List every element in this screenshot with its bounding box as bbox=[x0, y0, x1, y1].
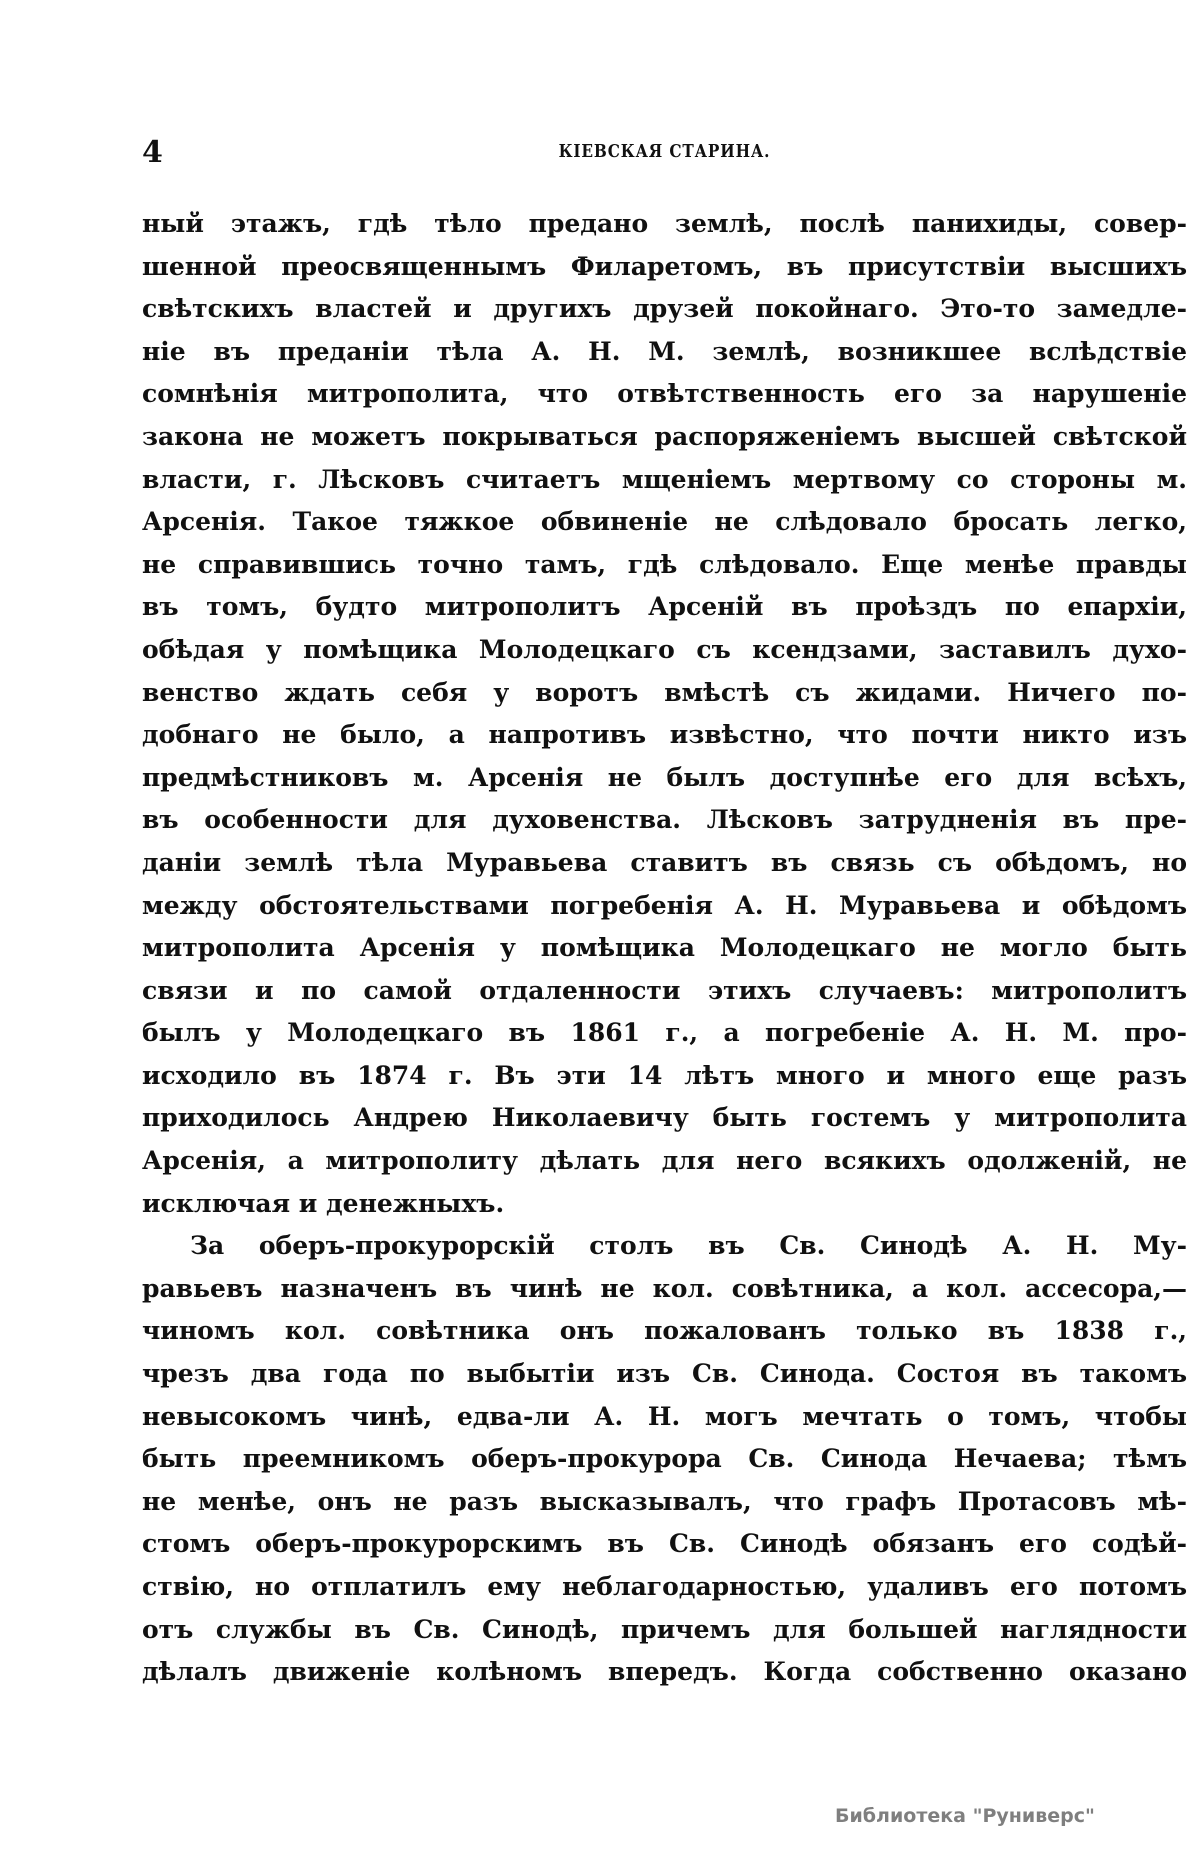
text-line: шенной преосвященнымъ Филаретомъ, въ присутствіи высшихъ bbox=[142, 251, 1187, 281]
text-line: приходилось Андрею Николаевичу быть гостемъ у митрополита bbox=[142, 1103, 1187, 1133]
running-title: КІЕВСКАЯ СТАРИНА. bbox=[558, 141, 771, 162]
text-line: венство ждать себя у воротъ вмѣстѣ съ жидами. Ничего по- bbox=[142, 677, 1187, 707]
text-line: стомъ оберъ-прокурорскимъ въ Св. Синодѣ обязанъ его содѣй- bbox=[142, 1529, 1187, 1559]
text-line: быть преемникомъ оберъ-прокурора Св. Синода Нечаева; тѣмъ bbox=[142, 1444, 1187, 1474]
page-header bbox=[142, 135, 1187, 171]
text-line: связи и по самой отдаленности этихъ случаевъ: митрополитъ bbox=[142, 975, 1187, 1005]
text-line: сомнѣнія митрополита, что отвѣтственность его за нарушеніе bbox=[142, 379, 1187, 409]
text-line: не справившись точно тамъ, гдѣ слѣдовало. Еще менѣе правды bbox=[142, 549, 1187, 579]
text-line: невысокомъ чинѣ, едва-ли А. Н. могъ мечтать о томъ, чтобы bbox=[142, 1401, 1187, 1431]
text-line: дѣлалъ движеніе колѣномъ впередъ. Когда собственно оказано bbox=[142, 1657, 1187, 1687]
body-text bbox=[142, 203, 1187, 1694]
text-line: даніи землѣ тѣла Муравьева ставитъ въ связь съ обѣдомъ, но bbox=[142, 847, 1187, 877]
text-line: обѣдая у помѣщика Молодецкаго съ ксендзами, заставилъ духо- bbox=[142, 634, 1187, 664]
page-number: 4 bbox=[142, 135, 163, 170]
text-line: исходило въ 1874 г. Въ эти 14 лѣтъ много и много еще разъ bbox=[142, 1060, 1187, 1090]
text-line: чиномъ кол. совѣтника онъ пожалованъ только въ 1838 г., bbox=[142, 1316, 1187, 1346]
text-line: въ особенности для духовенства. Лѣсковъ затрудненія въ пре- bbox=[142, 805, 1187, 835]
text-line: былъ у Молодецкаго въ 1861 г., а погребеніе А. Н. М. про- bbox=[142, 1018, 1187, 1048]
text-line: равьевъ назначенъ въ чинѣ не кол. совѣтника, а кол. ассесора,— bbox=[142, 1273, 1187, 1303]
text-line: ствію, но отплатилъ ему неблагодарностью, удаливъ его потомъ bbox=[142, 1572, 1187, 1601]
text-line: свѣтскихъ властей и другихъ друзей покойнаго. Это-то замедле- bbox=[142, 294, 1187, 324]
text-line: чрезъ два года по выбытіи изъ Св. Синода. Состоя въ такомъ bbox=[142, 1359, 1187, 1389]
text-line: За оберъ-прокурорскій столъ въ Св. Синодѣ А. Н. Му- bbox=[190, 1231, 1187, 1261]
watermark: Библиотека "Руниверс" bbox=[835, 1805, 1095, 1827]
text-line: митрополита Арсенія у помѣщика Молодецкаго не могло быть bbox=[142, 933, 1187, 963]
text-line: Арсенія, а митрополиту дѣлать для него всякихъ одолженій, не bbox=[142, 1146, 1187, 1176]
text-line: власти, г. Лѣсковъ считаетъ мщеніемъ мертвому со стороны м. bbox=[142, 464, 1187, 494]
text-line: закона не можетъ покрываться распоряженіемъ высшей свѣтской bbox=[142, 421, 1187, 451]
text-line: отъ службы въ Св. Синодѣ, причемъ для большей наглядности bbox=[142, 1614, 1187, 1644]
text-line: не менѣе, онъ не разъ высказывалъ, что графъ Протасовъ мѣ- bbox=[142, 1486, 1187, 1516]
text-line: въ томъ, будто митрополитъ Арсеній въ проѣздъ по епархіи, bbox=[142, 592, 1187, 622]
text-line: исключая и денежныхъ. bbox=[142, 1188, 505, 1218]
text-line: ный этажъ, гдѣ тѣло предано землѣ, послѣ панихиды, совер- bbox=[142, 209, 1187, 238]
text-line: предмѣстниковъ м. Арсенія не былъ доступнѣе его для всѣхъ, bbox=[142, 762, 1187, 792]
text-line: между обстоятельствами погребенія А. Н. Муравьева и обѣдомъ bbox=[142, 890, 1187, 920]
text-line: Арсенія. Такое тяжкое обвиненіе не слѣдовало бросать легко, bbox=[142, 507, 1187, 537]
text-line: добнаго не было, а напротивъ извѣстно, что почти никто изъ bbox=[142, 720, 1187, 750]
text-line: ніе въ преданіи тѣла А. Н. М. землѣ, возникшее вслѣдствіе bbox=[142, 336, 1187, 366]
